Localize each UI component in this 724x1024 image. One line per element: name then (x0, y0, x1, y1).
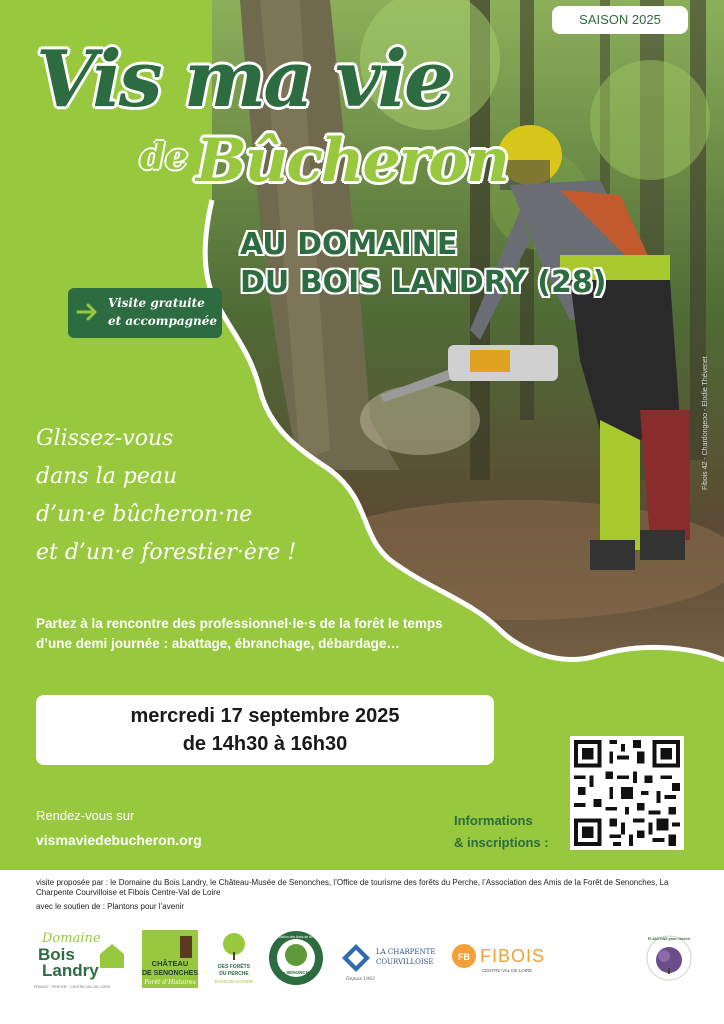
forets-logo-line1: DES FORÊTS (218, 964, 250, 970)
visite-text (108, 294, 220, 330)
location-line2: DU BOIS LANDRY (28) (240, 265, 607, 300)
location-line1: AU DOMAINE (240, 227, 458, 262)
date-box (36, 695, 494, 765)
visite-line2: et accompagnée (108, 314, 217, 328)
credits (36, 878, 676, 912)
title-line1: Vis ma vie (36, 34, 451, 125)
bois-landry-logo (30, 924, 126, 992)
season-badge: SAISON 2025 (552, 6, 688, 34)
chateau-logo-line3: Forêt d’Histoires (144, 979, 196, 986)
tagline-line: d’un·e bûcheron·ne (36, 502, 253, 527)
website-link[interactable]: vismaviedebucheron.org (36, 832, 202, 848)
bois-landry-logo-sub: FRANCE · PERCHE · CENTRE-VAL DE LOIRE (34, 985, 111, 989)
partner-logos (30, 924, 710, 992)
chateau-logo-line1: CHÂTEAU (151, 959, 189, 968)
tagline-line: Glissez-vous (36, 426, 174, 451)
amis-foret-logo (266, 924, 326, 992)
charpente-logo (336, 924, 436, 992)
forets-logo-line3: ÉVASION NATURE (214, 979, 254, 984)
amis-logo-bottom: 28 • SENONCHES (276, 970, 316, 975)
informations-line1: Informations (454, 813, 533, 828)
fibois-logo-name: FIBOIS (480, 946, 546, 966)
description-line1: Partez à la rencontre des professionnel·le·s de la forêt le temps (36, 616, 443, 631)
informations-line2: & inscriptions : (454, 835, 549, 850)
event-date: mercredi 17 septembre 2025 (130, 705, 400, 727)
forets-perche-logo (212, 924, 256, 992)
visite-line1: Visite gratuite (108, 296, 205, 310)
bois-landry-logo-bottom: Landry (42, 961, 99, 980)
arrow-right-icon (76, 300, 100, 324)
fibois-logo (448, 924, 558, 992)
amis-logo-ring: Association des Amis de la Forêt (271, 935, 321, 939)
tagline-line: dans la peau (36, 464, 178, 489)
event-time: de 14h30 à 16h30 (182, 733, 348, 755)
chateau-senonches-logo (140, 924, 200, 992)
bois-landry-logo-top: Domaine (42, 931, 101, 946)
title-de: de (140, 136, 189, 178)
fibois-logo-sub: CENTRE-VAL DE LOIRE (482, 968, 533, 973)
rendezvous-label: Rendez-vous sur (36, 808, 135, 823)
chateau-logo-line2: DE SENONCHES (141, 970, 199, 977)
informations-label (454, 810, 549, 854)
description-line2: d’une demi journée : abattage, ébranchage, débardage… (36, 636, 400, 651)
fibois-logo-badge: FB (458, 952, 470, 962)
tagline (36, 420, 296, 572)
visite-gratuite-tag (68, 288, 222, 338)
charpente-logo-line1: LA CHARPENTE (376, 948, 436, 956)
credits-soutien: avec le soutien de : Plantons pour l’avenir (36, 902, 185, 911)
qr-code[interactable] (570, 736, 684, 850)
plantons-logo-name: PLANTONS pour l’avenir (647, 937, 691, 941)
photo-credit: Fibois 42 - Chardongeoo - Elodie Thévenet (702, 356, 709, 490)
bois-landry-logo-mid: Bois (38, 945, 75, 964)
charpente-logo-sub: Depuis 1983 (346, 977, 375, 982)
credits-proposee: visite proposée par : le Domaine du Bois Landry, le Château-Musée de Senonches, l’Office de tourisme des forêts du Perche, l’Association des Amis de la Forêt de Senonches, La Charpente Courvilloise et Fibois Centre-Val de Loire (36, 878, 669, 897)
location-heading (240, 226, 606, 302)
description (36, 614, 516, 654)
title-line2: Bûcheron (196, 126, 508, 196)
tagline-line: et d’un·e forestier·ère ! (36, 540, 297, 565)
charpente-logo-line2: COURVILLOISE (376, 958, 434, 966)
forets-logo-line2: DU PERCHE (219, 971, 249, 977)
plantons-logo (644, 924, 694, 992)
